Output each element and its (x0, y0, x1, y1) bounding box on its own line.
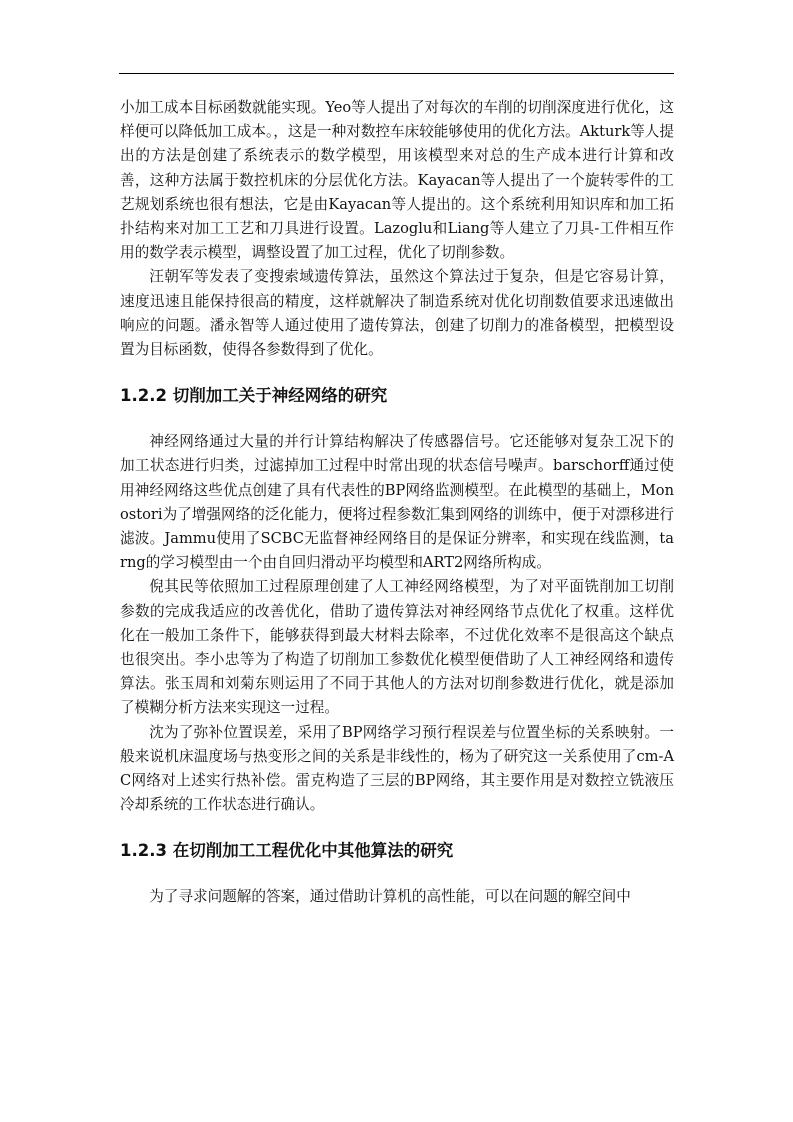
page-body (120, 96, 674, 910)
paragraph: 神经网络通过大量的并行计算结构解决了传感器信号。它还能够对复杂工况下的加工状态进行归类，过滤掉加工过程中时常出现的状态信号噪声。barschorff通过使用神经网络这些优点创建了具有代表性的BP网络监测模型。在此模型的基础上，Monostori为了增强网络的泛化能力，便将过程参数汇集到网络的训练中，便于对漂移进行滤波。Jammu使用了SCBC无监督神经网络目的是保证分辨率，和实现在线监测，tarng的学习模型由一个由自回归滑动平均模型和ART2网络所构成。 (120, 433, 674, 572)
paragraph: 倪其民等依照加工过程原理创建了人工神经网络模型，为了对平面铣削加工切削参数的完成我适应的改善优化，借助了遗传算法对神经网络节点优化了权重。这样优化在一般加工条件下，能够获得到最大材料去除率，不过优化效率不是很高这个缺点也很突出。李小忠等为了构造了切削加工参数优化模型便借助了人工神经网络和遗传算法。张玉周和刘菊东则运用了不同于其他人的方法对切削参数进行优化，就是添加了模糊分析方法来实现这一过程。 (120, 578, 674, 717)
section-heading-1-2-3: 1.2.3 在切削加工工程优化中其他算法的研究 (120, 841, 454, 861)
header-rule (119, 73, 674, 74)
paragraph: 沈为了弥补位置误差，采用了BP网络学习预行程误差与位置坐标的关系映射。一般来说机床温度场与热变形之间的关系是非线性的，杨为了研究这一关系使用了cm-AC网络对上述实行热补偿。雷克构造了三层的BP网络，其主要作用是对数控立铣液压冷却系统的工作状态进行确认。 (120, 723, 674, 814)
paragraph: 汪朝军等发表了变搜索域遗传算法，虽然这个算法过于复杂，但是它容易计算，速度迅速且能保持很高的精度，这样就解决了制造系统对优化切削数值要求迅速做出响应的问题。潘永智等人通过使用了遗传算法，创建了切削力的准备模型，把模型设置为目标函数，使得各参数得到了优化。 (120, 268, 674, 359)
paragraph: 小加工成本目标函数就能实现。Yeo等人提出了对每次的车削的切削深度进行优化，这样便可以降低加工成本。，这是一种对数控车床较能够使用的优化方法。Akturk等人提出的方法是创建了系统表示的数学模型，用该模型来对总的生产成本进行计算和改善，这种方法属于数控机床的分层优化方法。Kayacan等人提出了一个旋转零件的工艺规划系统也很有想法，它是由Kayacan等人提出的。这个系统利用知识库和加工拓扑结构来对加工工艺和刀具进行设置。Lazoglu和Liang等人建立了刀具-工件相互作用的数学表示模型，调整设置了加工过程，优化了切削参数。 (120, 99, 674, 262)
paragraph: 为了寻求问题解的答案，通过借助计算机的高性能，可以在问题的解空间中 (149, 888, 631, 906)
section-heading-1-2-2: 1.2.2 切削加工关于神经网络的研究 (120, 386, 388, 406)
